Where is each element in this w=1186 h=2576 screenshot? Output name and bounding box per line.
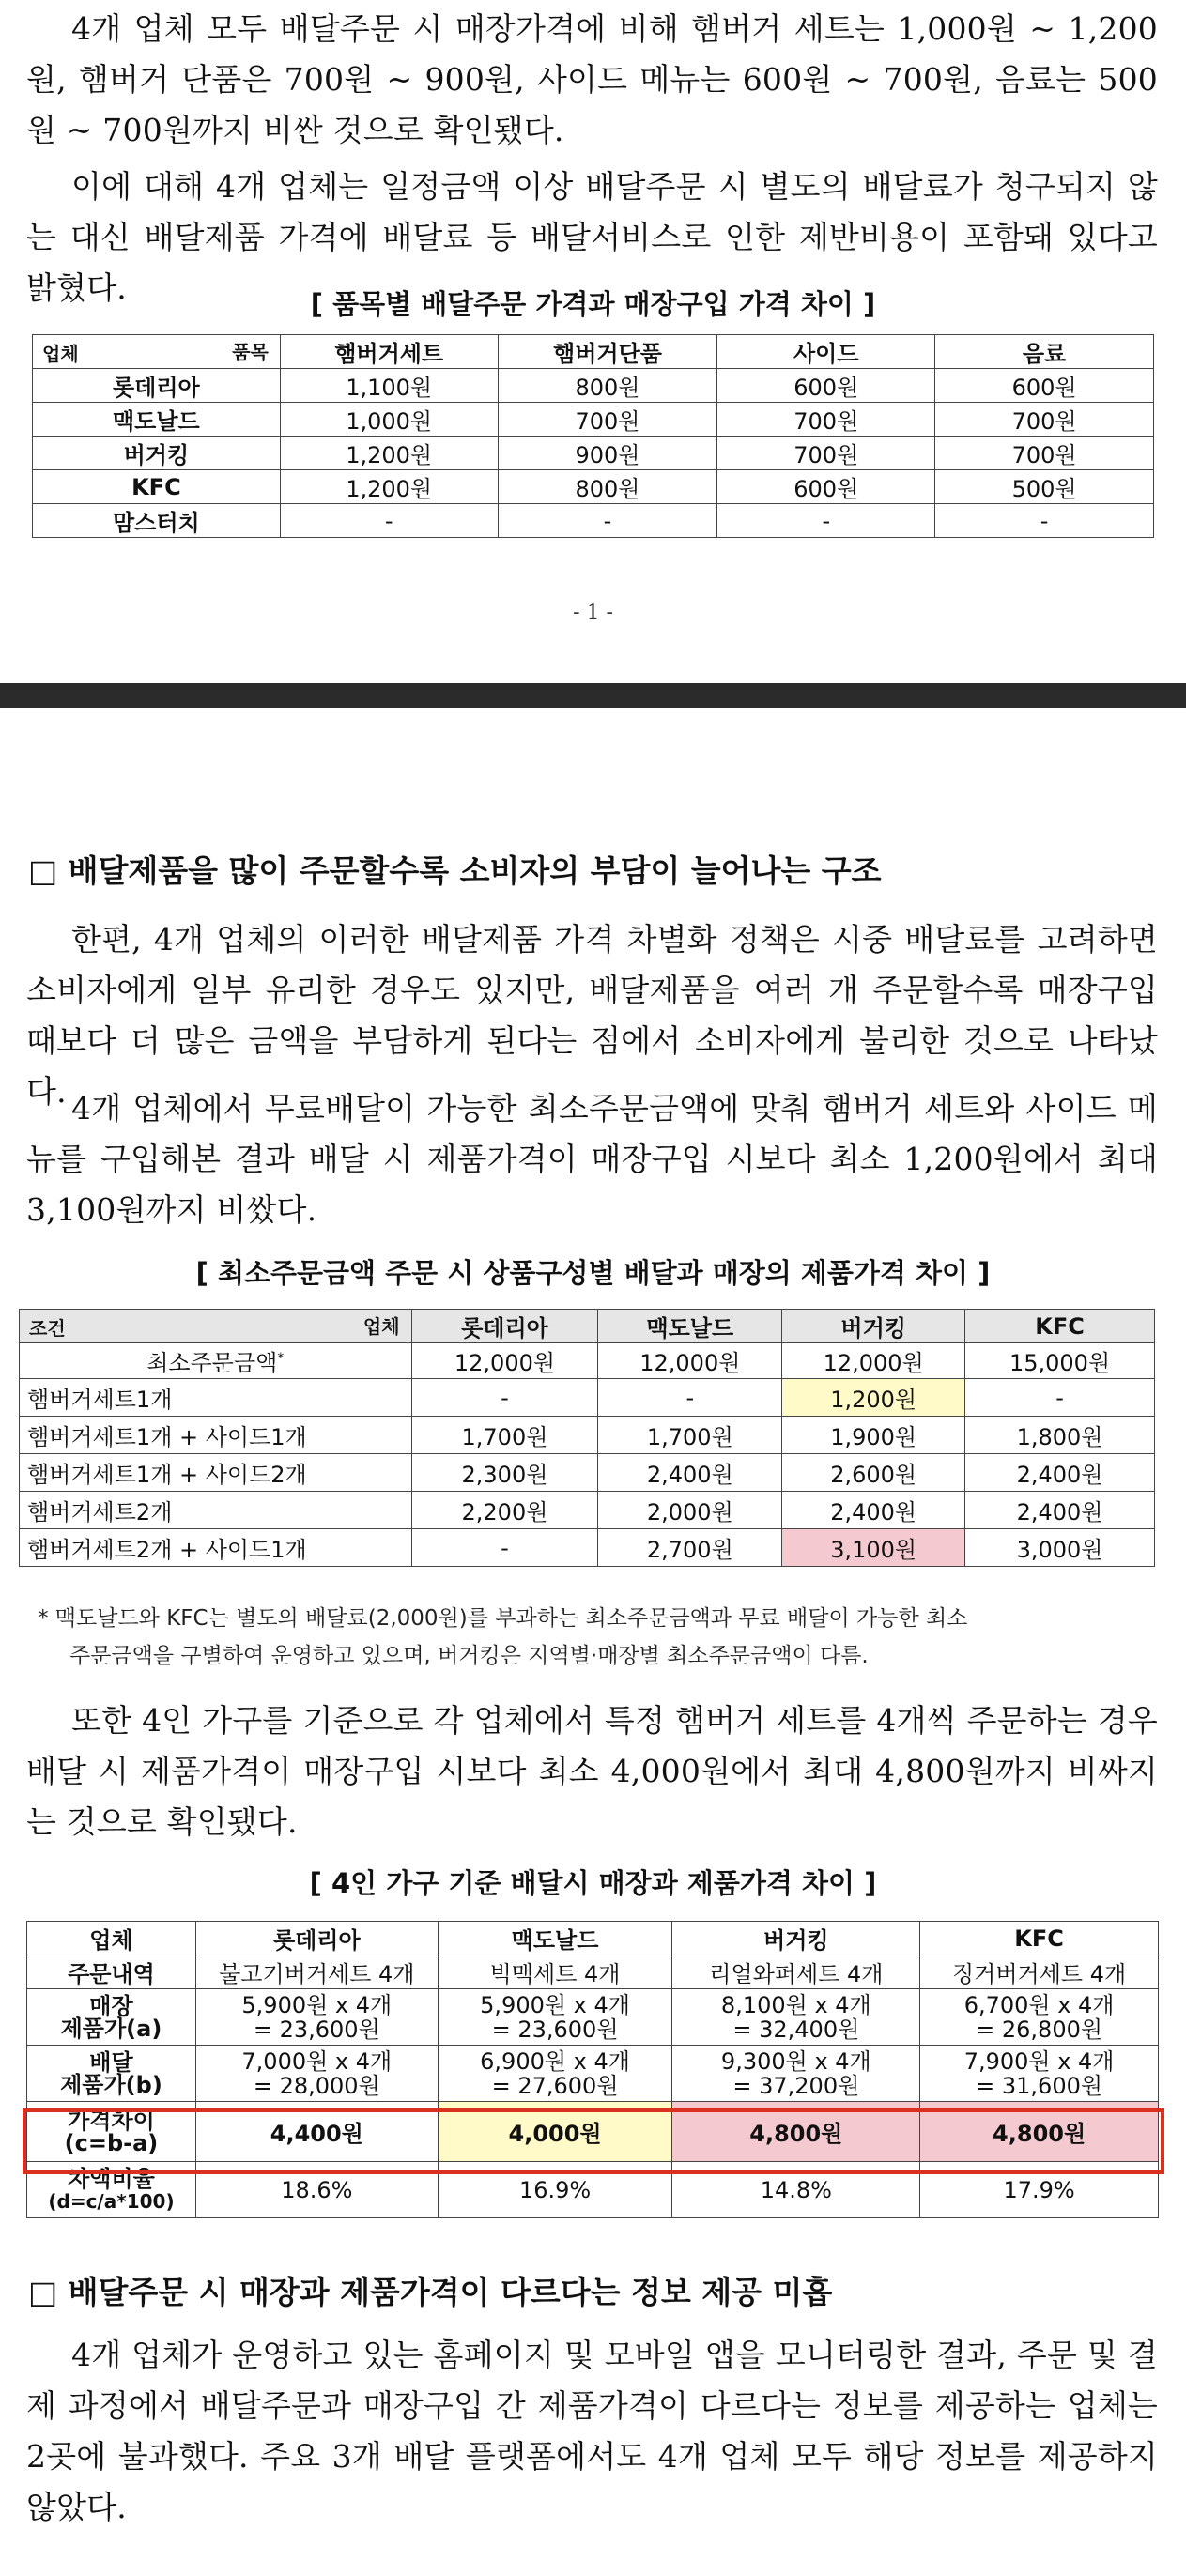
table-cell: 1,000원 <box>280 403 498 437</box>
table-cell: 18.6% <box>195 2162 438 2218</box>
table3-caption: [ 4인 가구 기준 배달시 매장과 제품가격 차이 ] <box>309 1867 877 1899</box>
page2-paragraph-2: 4개 업체에서 무료배달이 가능한 최소주문금액에 맞춰 햄버거 세트와 사이드 메뉴를 구입해본 결과 배달 시 제품가격이 매장구입 시보다 최소 1,200원에서 최대 3,100원까지 비쌌다. <box>26 1090 1158 1228</box>
row-header: 주문내역 <box>27 1955 196 1989</box>
table-cell: 7,900원 x 4개 = 31,600원 <box>920 2046 1159 2102</box>
table-row <box>33 369 1154 403</box>
min-order-label: 최소주문금액* <box>20 1343 412 1379</box>
table-cell: 1,700원 <box>598 1417 782 1454</box>
table2-caption: [ 최소주문금액 주문 시 상품구성별 배달과 매장의 제품가격 차이 ] <box>195 1257 991 1289</box>
table-cell: 1,100원 <box>280 369 498 403</box>
table-header-row <box>20 1310 1155 1343</box>
table-row <box>20 1454 1155 1492</box>
table-cell: 5,900원 x 4개 = 23,600원 <box>195 1989 438 2046</box>
table-cell: 4,400원 <box>195 2102 438 2162</box>
table-cell: 6,900원 x 4개 = 27,600원 <box>438 2046 672 2102</box>
corner-label-company: 업체 <box>362 1315 400 1338</box>
table-cell: - <box>965 1379 1155 1417</box>
table-cell: 1,900원 <box>782 1417 965 1454</box>
table-cell: 8,100원 x 4개 = 32,400원 <box>672 1989 920 2046</box>
column-header: 맥도날드 <box>438 1922 672 1955</box>
row-header: 배달 제품가(b) <box>27 2046 196 2102</box>
table-cell: 17.9% <box>920 2162 1159 2218</box>
min-order-price-difference-table <box>19 1309 1155 1567</box>
column-header: 햄버거세트 <box>280 335 498 369</box>
corner-label-condition: 조건 <box>29 1317 66 1340</box>
table-cell: 800원 <box>498 470 717 504</box>
column-header: 롯데리아 <box>195 1922 438 1955</box>
table1-caption: [ 품목별 배달주문 가격과 매장구입 가격 차이 ] <box>310 288 876 320</box>
table-cell: 900원 <box>498 437 717 470</box>
corner-label-item: 품목 <box>232 341 269 363</box>
corner-label-company: 업체 <box>42 343 79 365</box>
page-divider <box>0 683 1186 708</box>
table-cell: 1,200원 <box>280 437 498 470</box>
page2-paragraph-3: 또한 4인 가구를 기준으로 각 업체에서 특정 햄버거 세트를 4개씩 주문하는 경우 배달 시 제품가격이 매장구입 시보다 최소 4,000원에서 최대 4,800원까지 비싸지는 것으로 확인됐다. <box>26 1702 1158 1840</box>
table-cell: 3,000원 <box>965 1529 1155 1567</box>
table-cell: 700원 <box>498 403 717 437</box>
page2-paragraph-4: 4개 업체가 운영하고 있는 홈페이지 및 모바일 앱을 모니터링한 결과, 주문 및 결제 과정에서 배달주문과 매장구입 간 제품가격이 다르다는 정보를 제공하는 업체는 2곳에 불과했다. 주요 3개 배달 플랫폼에서도 4개 업체 모두 해당 정보를 제공하지 않았다. <box>26 2337 1158 2525</box>
table-cell: 2,400원 <box>782 1492 965 1529</box>
table-corner-cell <box>20 1310 412 1343</box>
row-header: 햄버거세트1개 <box>20 1379 412 1417</box>
column-header: 햄버거단품 <box>498 335 717 369</box>
page2-paragraph-1: 한편, 4개 업체의 이러한 배달제품 가격 차별화 정책은 시중 배달료를 고려하면 소비자에게 일부 유리한 경우도 있지만, 배달제품을 여러 개 주문할수록 매장구입 때보다 더 많은 금액을 부담하게 된다는 점에서 소비자에게 불리한 것으로 나타났다. <box>26 921 1158 1110</box>
row-header: 버거킹 <box>33 437 281 470</box>
table-cell: 12,000원 <box>411 1343 598 1379</box>
table-cell: - <box>411 1379 598 1417</box>
table-cell: 2,400원 <box>598 1454 782 1492</box>
highlighted-cell-red: 4,800원 <box>672 2102 920 2162</box>
page1-paragraph-2: 이에 대해 4개 업체는 일정금액 이상 배달주문 시 별도의 배달료가 청구되지 않는 대신 배달제품 가격에 배달료 등 배달서비스로 인한 제반비용이 포함돼 있다고 밝혔다. <box>26 168 1158 306</box>
highlight-box <box>23 2108 1164 2174</box>
table-cell: 12,000원 <box>782 1343 965 1379</box>
table-row <box>20 1529 1155 1567</box>
table-cell: 1,200원 <box>280 470 498 504</box>
column-header: 업체 <box>27 1922 196 1955</box>
row-header: 햄버거세트1개 + 사이드1개 <box>20 1417 412 1454</box>
page1-paragraph-1: 4개 업체 모두 배달주문 시 매장가격에 비해 햄버거 세트는 1,000원 ~ 1,200원, 햄버거 단품은 700원 ~ 900원, 사이드 메뉴는 600원 ~ 700원, 음료는 500원 ~ 700원까지 비싼 것으로 확인됐다. <box>26 10 1158 148</box>
row-header: 매장 제품가(a) <box>27 1989 196 2046</box>
table-cell: 불고기버거세트 4개 <box>195 1955 438 1989</box>
row-header: 햄버거세트2개 + 사이드1개 <box>20 1529 412 1567</box>
table-row <box>20 1417 1155 1454</box>
table-cell: 700원 <box>717 403 935 437</box>
table2-footnote <box>38 1600 1164 1675</box>
footnote-line-2: 주문금액을 구별하여 운영하고 있으며, 버거킹은 지역별·매장별 최소주문금액이 다름. <box>69 1644 869 1668</box>
order-row <box>27 1955 1159 1989</box>
row-header: 가격차이 (c=b-a) <box>27 2102 196 2162</box>
table-cell: 2,400원 <box>965 1454 1155 1492</box>
table-cell: 16.9% <box>438 2162 672 2218</box>
highlighted-cell-red: 3,100원 <box>782 1529 965 1567</box>
min-order-row <box>20 1343 1155 1379</box>
table-header-row <box>33 335 1154 369</box>
row-header: 롯데리아 <box>33 369 281 403</box>
highlighted-cell-red: 4,800원 <box>920 2102 1159 2162</box>
table-row <box>33 470 1154 504</box>
table-row <box>33 504 1154 538</box>
column-header: 버거킹 <box>672 1922 920 1955</box>
table-cell: 15,000원 <box>965 1343 1155 1379</box>
table-cell: - <box>717 504 935 538</box>
table-cell: 14.8% <box>672 2162 920 2218</box>
row-header: 햄버거세트2개 <box>20 1492 412 1529</box>
table-header-row <box>27 1922 1159 1955</box>
table-cell: 700원 <box>935 403 1154 437</box>
table-cell: 600원 <box>935 369 1154 403</box>
row-header: 맘스터치 <box>33 504 281 538</box>
table-cell: - <box>280 504 498 538</box>
table-cell: 1,800원 <box>965 1417 1155 1454</box>
row-header: 맥도날드 <box>33 403 281 437</box>
table-cell: 700원 <box>935 437 1154 470</box>
table-cell: - <box>598 1379 782 1417</box>
section-heading-2: □ 배달주문 시 매장과 제품가격이 다르다는 정보 제공 미흡 <box>28 2274 833 2310</box>
table-cell: 5,900원 x 4개 = 23,600원 <box>438 1989 672 2046</box>
column-header: 맥도날드 <box>598 1310 782 1343</box>
table-row <box>20 1379 1155 1417</box>
table-cell: 500원 <box>935 470 1154 504</box>
table-cell: 2,400원 <box>965 1492 1155 1529</box>
table-cell: - <box>411 1529 598 1567</box>
column-header: KFC <box>965 1310 1155 1343</box>
table-cell: 6,700원 x 4개 = 26,800원 <box>920 1989 1159 2046</box>
table-cell: 7,000원 x 4개 = 28,000원 <box>195 2046 438 2102</box>
table-row <box>33 437 1154 470</box>
page-1 <box>0 0 1186 683</box>
table-cell: 2,000원 <box>598 1492 782 1529</box>
table-cell: 12,000원 <box>598 1343 782 1379</box>
row-header: KFC <box>33 470 281 504</box>
table-cell: 리얼와퍼세트 4개 <box>672 1955 920 1989</box>
section-heading-1: □ 배달제품을 많이 주문할수록 소비자의 부담이 늘어나는 구조 <box>28 852 882 889</box>
table-cell: 징거버거세트 4개 <box>920 1955 1159 1989</box>
table-cell: 800원 <box>498 369 717 403</box>
page-number: - 1 - <box>573 601 613 624</box>
table-cell: 600원 <box>717 470 935 504</box>
highlighted-cell-yellow: 1,200원 <box>782 1379 965 1417</box>
store-price-row <box>27 1989 1159 2046</box>
table-cell: 1,700원 <box>411 1417 598 1454</box>
row-header: 차액비율 (d=c/a*100) <box>27 2162 196 2218</box>
column-header: 버거킹 <box>782 1310 965 1343</box>
table-cell: 600원 <box>717 369 935 403</box>
table-cell: 2,300원 <box>411 1454 598 1492</box>
table-cell: 빅맥세트 4개 <box>438 1955 672 1989</box>
table-cell: 9,300원 x 4개 = 37,200원 <box>672 2046 920 2102</box>
item-price-difference-table <box>32 334 1154 538</box>
page-2 <box>0 708 1186 2576</box>
table-cell: - <box>935 504 1154 538</box>
table-row <box>20 1492 1155 1529</box>
column-header: 롯데리아 <box>411 1310 598 1343</box>
table-cell: 700원 <box>717 437 935 470</box>
table-cell: 2,200원 <box>411 1492 598 1529</box>
column-header: 사이드 <box>717 335 935 369</box>
table-row <box>33 403 1154 437</box>
table-cell: 2,700원 <box>598 1529 782 1567</box>
highlighted-cell-yellow: 4,000원 <box>438 2102 672 2162</box>
row-header: 햄버거세트1개 + 사이드2개 <box>20 1454 412 1492</box>
column-header: KFC <box>920 1922 1159 1955</box>
table-cell: 2,600원 <box>782 1454 965 1492</box>
table-corner-cell <box>33 335 281 369</box>
column-header: 음료 <box>935 335 1154 369</box>
delivery-price-row <box>27 2046 1159 2102</box>
table-cell: - <box>498 504 717 538</box>
footnote-line-1: * 맥도날드와 KFC는 별도의 배달료(2,000원)를 부과하는 최소주문금액과 무료 배달이 가능한 최소 <box>38 1606 968 1631</box>
